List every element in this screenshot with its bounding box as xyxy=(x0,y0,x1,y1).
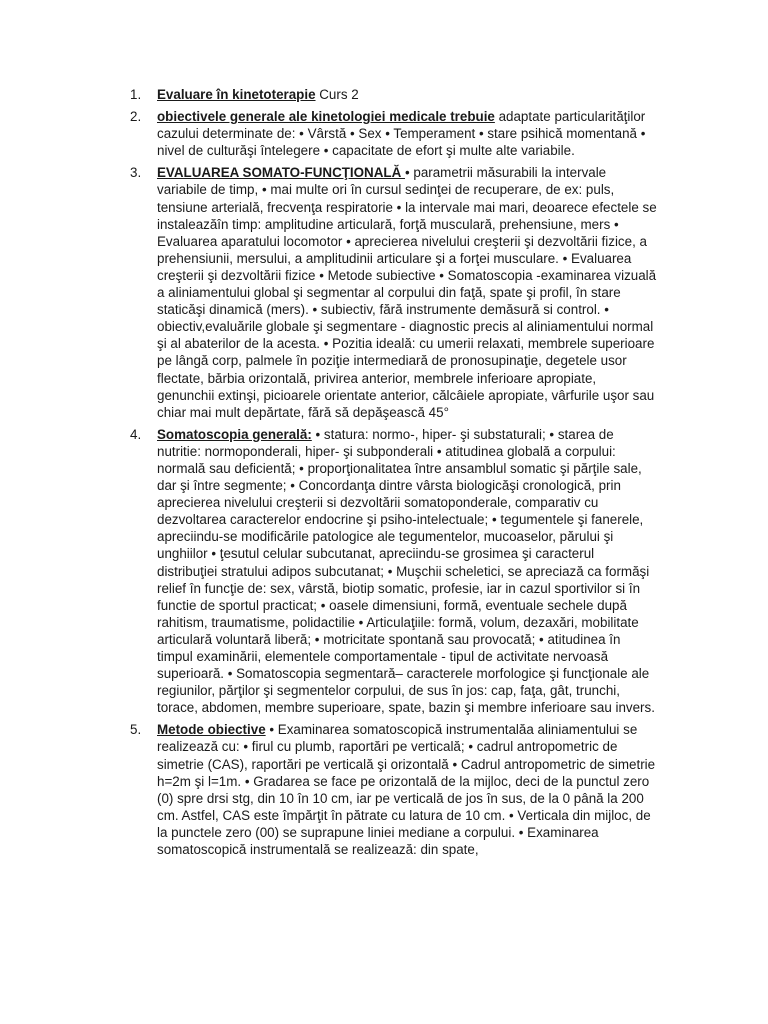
list-item xyxy=(0,86,657,103)
item-number: 1. xyxy=(130,87,142,102)
list-item xyxy=(0,164,657,420)
numbered-list xyxy=(0,86,768,863)
item-text: adaptate particularităţilor cazului determinate de: • Vârstă • Sex • Temperament • stare psihică momentană • nivel de culturăşi întelegere • capacitate de efort şi multe alte variabile. xyxy=(157,109,646,159)
list-item xyxy=(0,426,657,717)
item-heading: EVALUAREA SOMATO-FUNCŢIONALĂ xyxy=(157,165,405,181)
item-number: 3. xyxy=(130,165,142,181)
list-item xyxy=(0,721,657,858)
item-text: • Examinarea somatoscopică instrumentalăa aliniamentului se realizează cu: • firul cu plumb, raportări pe verticală; • cadrul antropometric de simetrie (CAS), raportări pe verticală şi orizontală • Cadrul antropometric de simetrie h=2m şi l=1m. • Gradarea se face pe orizontală de la mijloc, deci de la punctul zero (0) spre drsi stg, din 10 în 10 cm, iar pe verticală de jos în sus, de la 0 până la 200 cm. Astfel, CAS este împărţit în pătrate cu latura de 10 cm. • Verticala din mijloc, de la punctele zero (00) se suprapune liniei mediane a corpului. • Examinarea somatoscopică instrumentală se realizează: din spate, xyxy=(157,722,656,858)
item-heading: obiectivele generale ale kinetologiei medicale trebuie xyxy=(157,109,495,125)
item-text: • parametrii măsurabili la intervale variabile de timp, • mai multe ori în cursul sedinţei de recuperare, de ex: puls, tensiune arterială, frecvenţa respiratorie • la intervale mai mari, deoarece efectele se instaleazăîn timp: amplitudine articulară, forţă musculară, prehensiune, mers • Evaluarea aparatului locomotor • aprecierea nivelului creşterii şi dezvoltării fizice, a prehensiunii, mersului, a amplitudinii articulare şi a forţei musculare. • Evaluarea creşterii şi dezvoltării fizice • Metode subiective • Somatoscopia -examinarea vizuală a aliniamentului global şi segmentar al corpului din faţă, spate şi profil, în stare staticăşi dinamică (mers). • subiectiv, fără instrumente demăsură si control. • obiectiv,evaluările globale şi segmentare - diagnostic precis al aliniamentului normal şi al abaterilor de la acesta. • Pozitia ideală: cu umerii relaxati, membrele superioare pe lângă corp, palmele în poziţie intermediară de pronosupinaţie, degetele usor flectate, bărbia orizontală, privirea anterior, membrele inferioare apropiate, genunchii extinşi, picioarele orientate anterior, călcâiele apropiate, vârfurile uşor sau chiar mai mult depărtate, fără să depăşească 45° xyxy=(157,165,657,420)
item-text: • statura: normo-, hiper- şi substaturali; • starea de nutritie: normoponderali, hiper- şi subponderali • atitudinea globală a corpului: normală sau deficientă; • proporţionalitatea între ansamblul somatic şi părţile sale, dar şi între segmente; • Concordanţa dintre vârsta biologicăşi cronologică, prin aprecierea nivelului creşterii si dezvoltării somatoponderale, comparativ cu dezvoltarea caracterelor endocrine şi psiho-intelectuale; • tegumentele şi fanerele, apreciindu-se modificările patologice ale tegumentelor, mucoaselor, părului şi unghiilor • ţesutul celular subcutanat, apreciindu-se grosimea şi caracterul distribuţiei stratului adipos subcutanat; • Muşchii scheletici, se apreciază ca formăşi relief în funcţie de: sex, vârstă, biotip somatic, profesie, iar in cazul sportivilor si în functie de sportul practicat; • oasele dimensiuni, formă, eventuale sechele după rahitism, traumatisme, polidactilie • Articulaţiile: formă, volum, dezaxări, mobilitate articulară voluntară liberă; • motricitate spontană sau provocată; • atitudinea în timpul examinării, elementele comportamentale - tipul de activitate nervoasă superioară. • Somatoscopia segmentară– caracterele morfologice şi funcţionale ale regiunilor, părţilor şi segmentelor corpului, de sus în jos: cap, faţa, gât, trunchi, torace, abdomen, membre superioare, spate, bazin şi membre inferioare sau invers. xyxy=(157,426,655,716)
item-heading: Evaluare în kinetoterapie xyxy=(157,87,316,102)
item-text: Curs 2 xyxy=(315,87,359,102)
item-heading: Somatoscopia generală: xyxy=(157,426,312,442)
item-number: 2. xyxy=(130,109,142,125)
list-item xyxy=(0,108,657,159)
item-heading: Metode obiective xyxy=(157,722,266,738)
item-number: 5. xyxy=(130,722,142,738)
item-number: 4. xyxy=(130,426,142,442)
